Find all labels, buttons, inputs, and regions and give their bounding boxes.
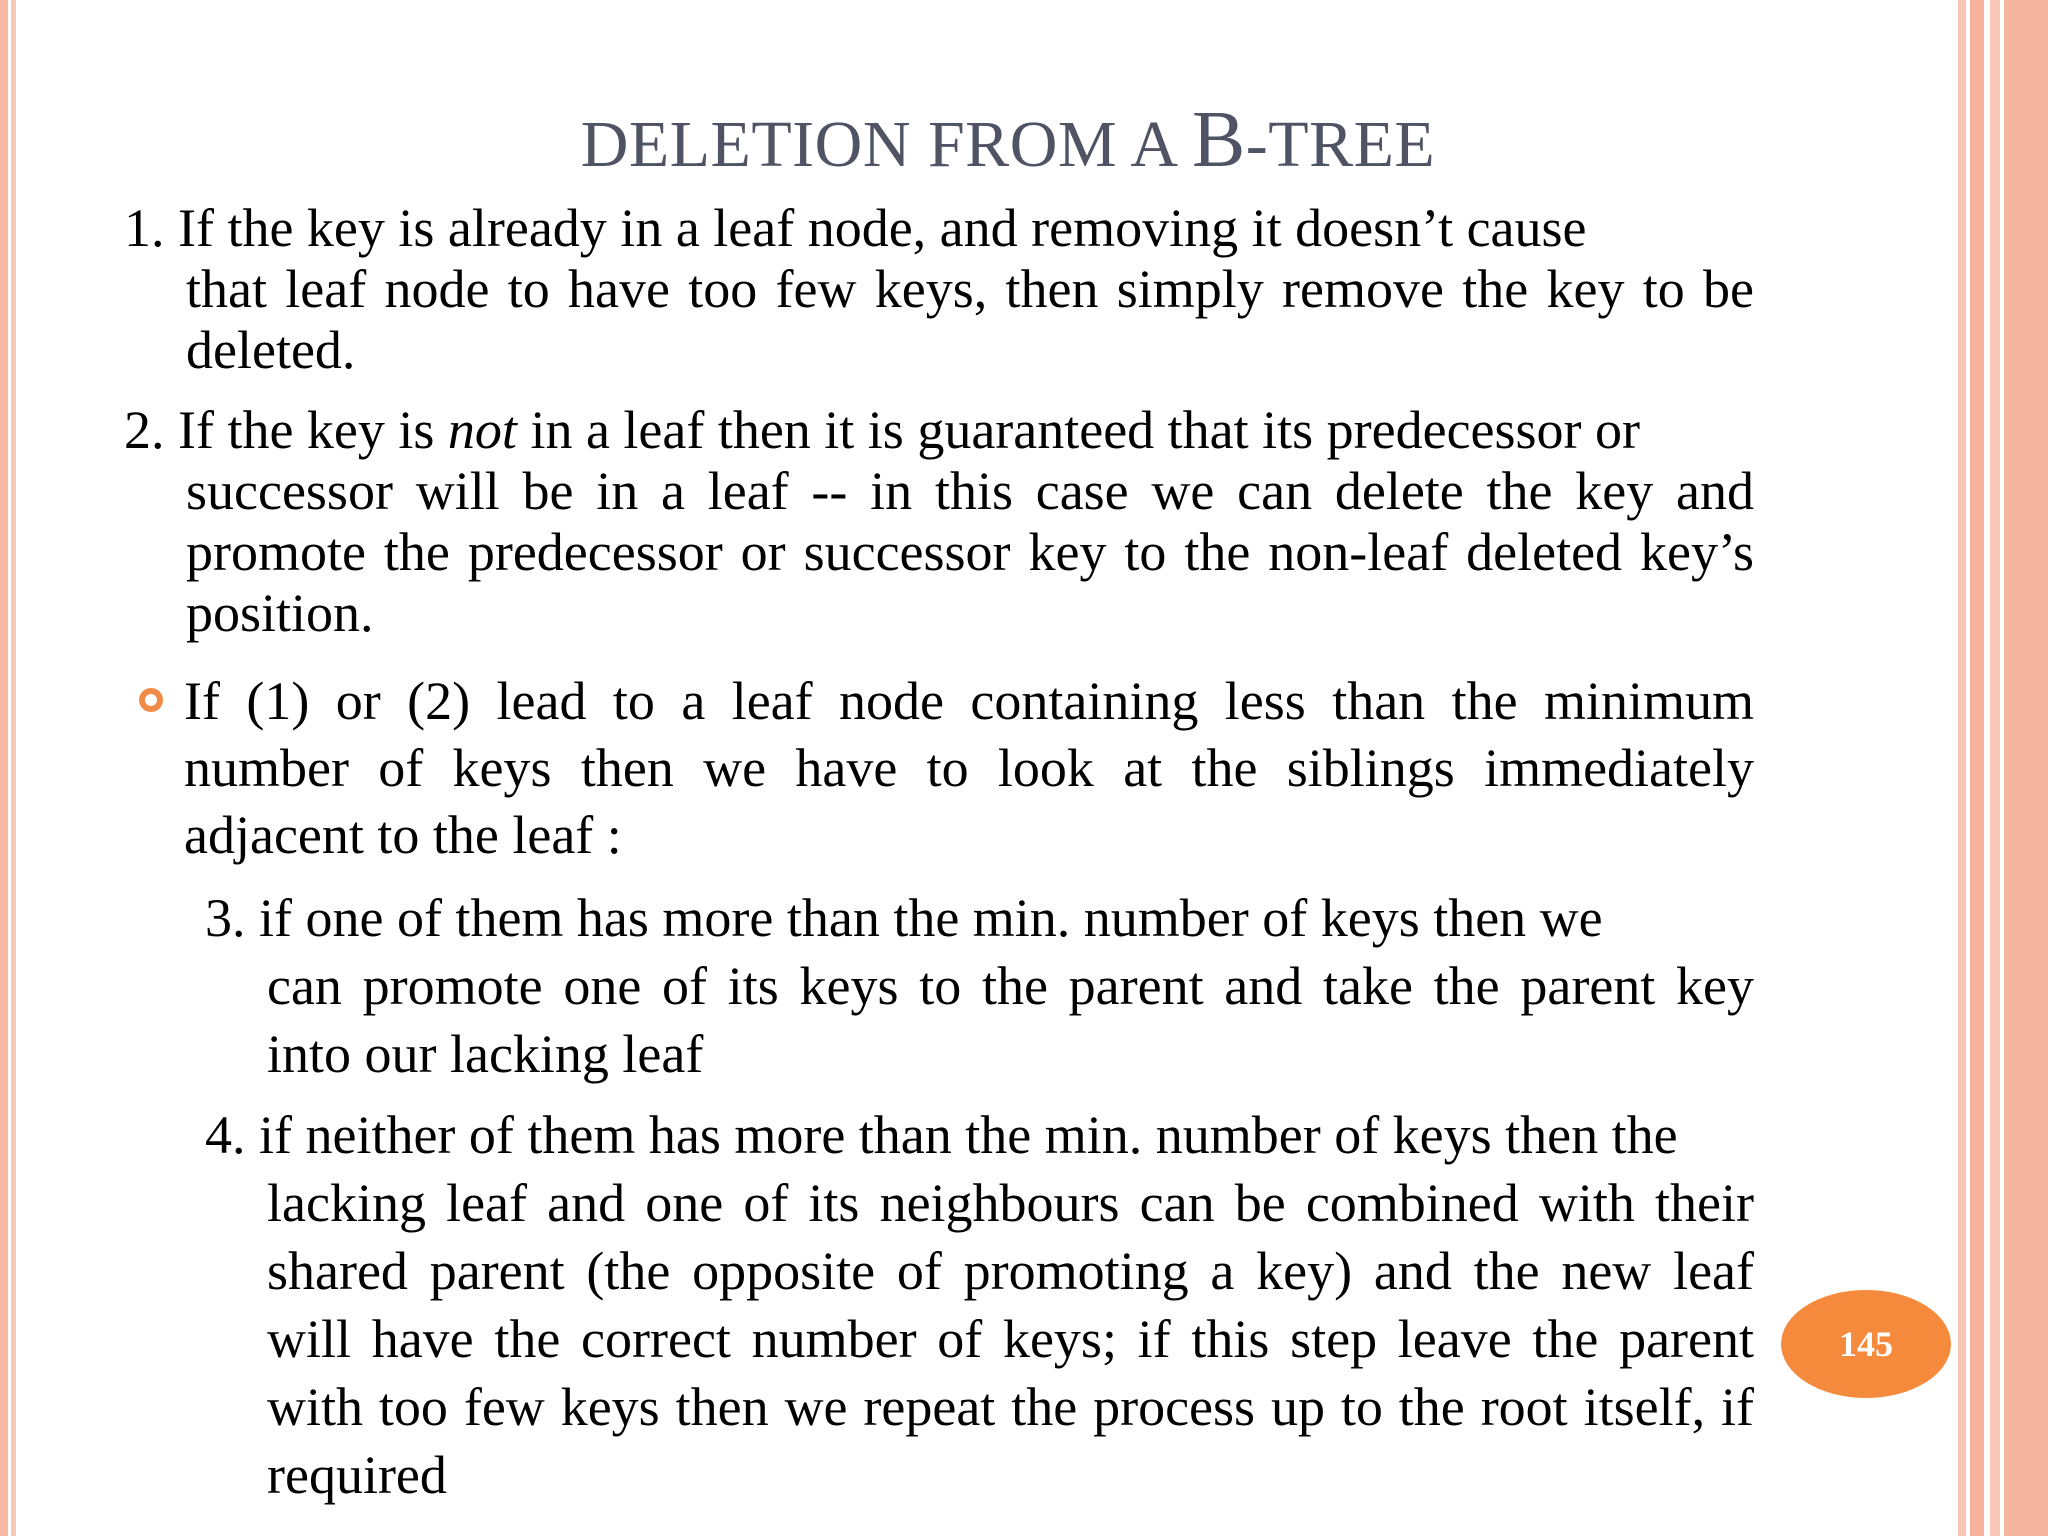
list-item-continuation: lacking leaf and one of its neighbours can be combined with their shared parent (the opposite of promoting a key) and the new leaf will have the correct number of keys; if this step leave the parent with too few keys then we repeat the process up to the root itself, if required xyxy=(267,1173,1754,1505)
list-item-first-line xyxy=(124,400,1754,461)
text-run: 2. If the key is xyxy=(124,400,448,460)
right-border-strip xyxy=(1970,0,1984,1536)
title-text: DELETION FROM A xyxy=(580,108,1192,181)
right-border-strip xyxy=(2004,0,2048,1536)
right-border-strip xyxy=(1990,0,2000,1536)
left-border-strip-inner xyxy=(11,0,16,1536)
list-item-4 xyxy=(205,1101,1754,1509)
bullet-ring-icon xyxy=(139,688,163,712)
page-number: 145 xyxy=(1839,1324,1893,1364)
bullet-paragraph: If (1) or (2) lead to a leaf node containing less than the minimum number of keys then we have to look at the siblings immediately adjacent to the leaf : xyxy=(184,671,1754,865)
list-item-continuation: that leaf node to have too few keys, then simply remove the key to be deleted. xyxy=(186,259,1754,380)
emphasis-text: not xyxy=(447,400,517,460)
page-number-badge xyxy=(1781,1290,1951,1398)
text-run: in a leaf then it is guaranteed that its predecessor or xyxy=(516,400,1641,460)
right-border-strip xyxy=(1958,0,1966,1536)
list-item-continuation: successor will be in a leaf -- in this case we can delete the key and promote the predecessor or successor key to the non-leaf deleted key’s position. xyxy=(186,461,1754,643)
list-item-3 xyxy=(205,884,1754,1088)
list-item-first-line: 4. if neither of them has more than the min. number of keys then the xyxy=(205,1105,1678,1165)
list-item-continuation: can promote one of its keys to the parent and take the parent key into our lacking leaf xyxy=(267,956,1754,1084)
left-border-strip xyxy=(0,0,8,1536)
list-item-1 xyxy=(124,198,1754,381)
title-text-large: B xyxy=(1191,96,1246,184)
list-item-2 xyxy=(124,400,1754,644)
list-item-first-line: 1. If the key is already in a leaf node, and removing it doesn’t cause xyxy=(124,198,1587,258)
title-text: -TREE xyxy=(1245,108,1436,181)
list-item-first-line: 3. if one of them has more than the min. number of keys then we xyxy=(205,888,1603,948)
slide-title xyxy=(0,96,2016,185)
